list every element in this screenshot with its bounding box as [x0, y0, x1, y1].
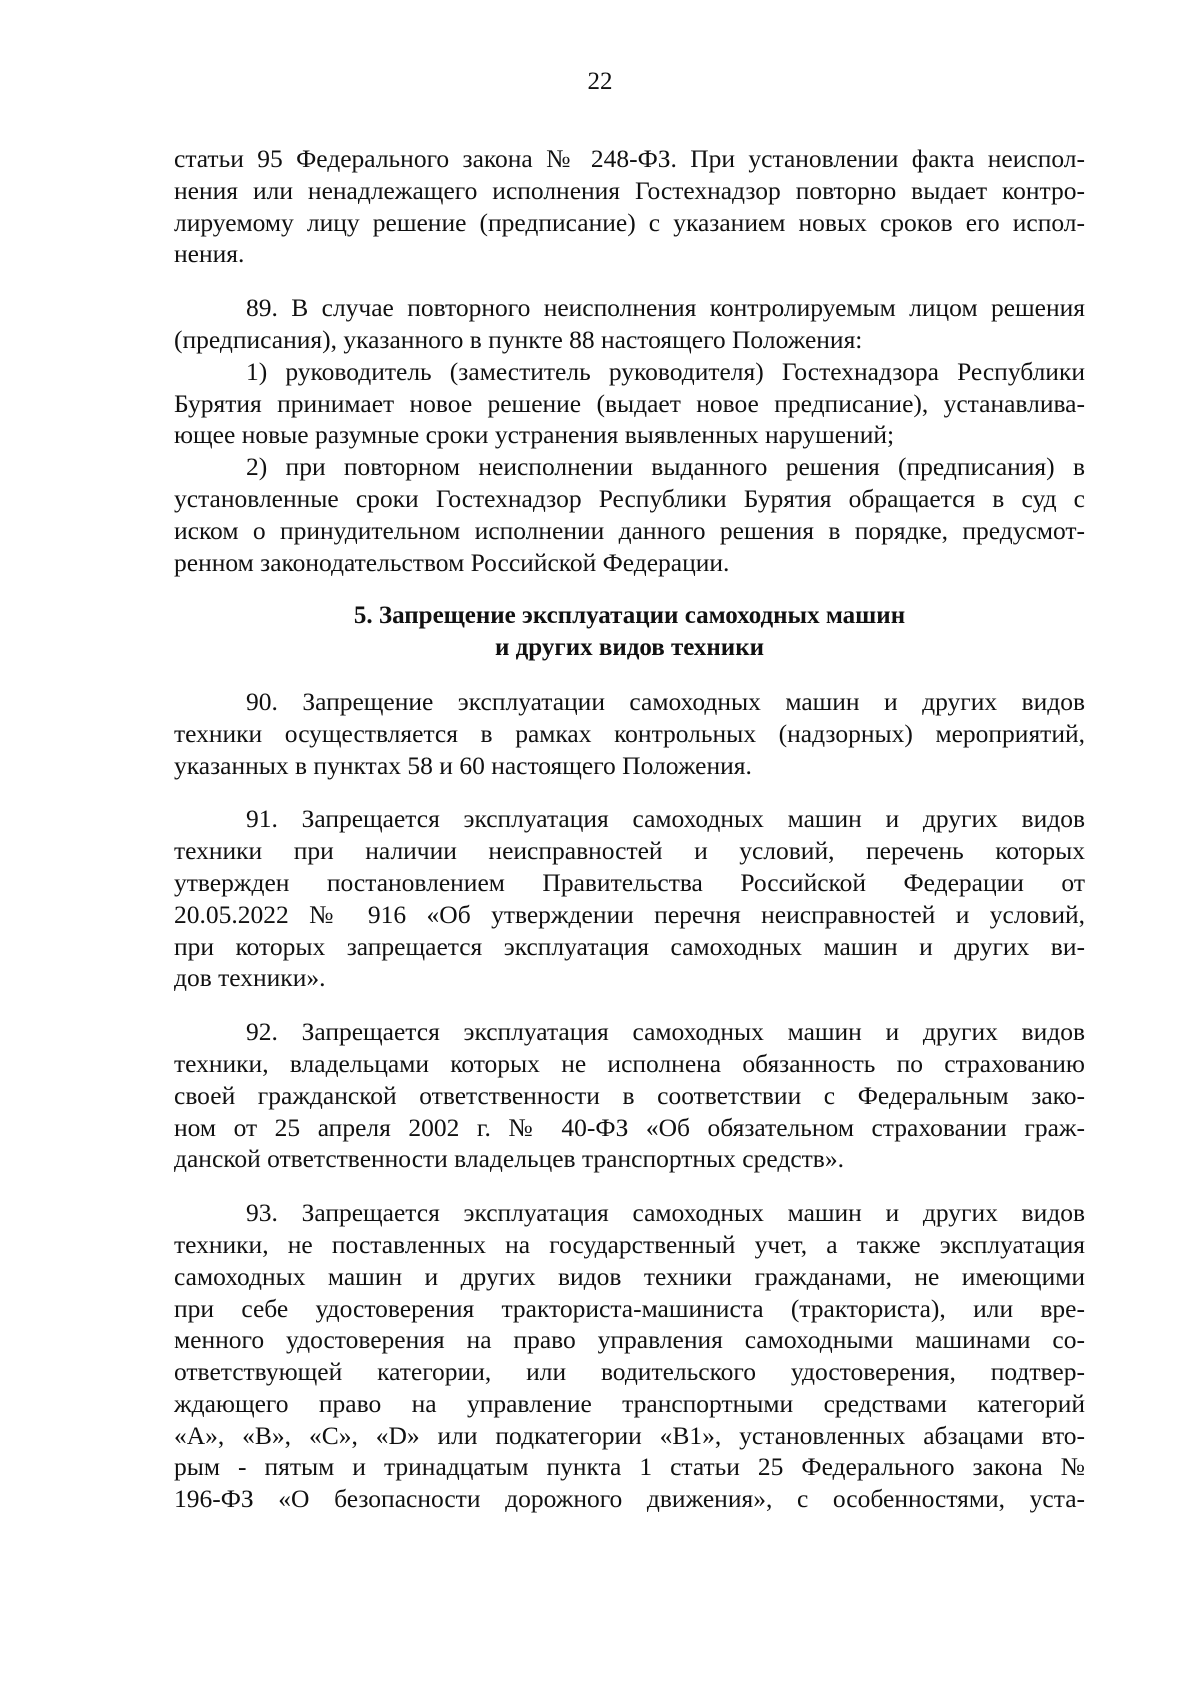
- paragraph-91: [174, 803, 1085, 994]
- text-line: данской ответственности владельцев транспортных средств».: [174, 1144, 844, 1174]
- text-line: ющее новые разумные сроки устранения выявленных нарушений;: [174, 420, 895, 450]
- text-line: при себе удостоверения тракториста-машиниста (тракториста), или вре-: [174, 1293, 1085, 1323]
- heading-line: и других видов техники: [494, 634, 765, 662]
- text-line: ном от 25 апреля 2002 г. № 40-ФЗ «Об обязательном страховании граж-: [174, 1112, 1085, 1142]
- text-line: менного удостоверения на право управления самоходными машинами со-: [174, 1325, 1085, 1355]
- subitem-1: [174, 356, 1085, 451]
- text-line: утвержден постановлением Правительства Российской Федерации от: [174, 867, 1085, 897]
- page-number: 22: [587, 68, 613, 95]
- section-heading: [174, 600, 1085, 664]
- text-line: 89. В случае повторного неисполнения контролируемым лицом решения: [246, 293, 1085, 323]
- text-line: при которых запрещается эксплуатация самоходных машин и других ви-: [174, 931, 1085, 961]
- text-line: своей гражданской ответственности в соответствии с Федеральным зако-: [174, 1080, 1085, 1110]
- paragraph-92: [174, 1016, 1085, 1175]
- text-line: техники осуществляется в рамках контрольных (надзорных) мероприятий,: [174, 718, 1085, 748]
- text-line: указанных в пунктах 58 и 60 настоящего Положения.: [174, 750, 752, 780]
- text-line: техники при наличии неисправностей и условий, перечень которых: [174, 836, 1085, 866]
- text-line: 2) при повторном неисполнении выданного решения (предписания) в: [246, 452, 1085, 482]
- text-line: дов техники».: [174, 963, 326, 993]
- paragraph-93: [174, 1197, 1085, 1515]
- text-line: 196-ФЗ «О безопасности дорожного движения», с особенностями, уста-: [174, 1484, 1085, 1514]
- text-line: 92. Запрещается эксплуатация самоходных машин и других видов: [246, 1017, 1085, 1047]
- text-line: техники, не поставленных на государственный учет, а также эксплуатация: [174, 1229, 1085, 1259]
- text-line: статьи 95 Федерального закона № 248-ФЗ. При установлении факта неиспол-: [174, 144, 1085, 173]
- text-line: самоходных машин и других видов техники гражданами, не имеющими: [174, 1261, 1085, 1291]
- text-line: рым - пятым и тринадцатым пункта 1 статьи 25 Федерального закона №: [174, 1452, 1085, 1482]
- text-line: установленные сроки Гостехнадзор Республики Бурятия обращается в суд с: [174, 483, 1085, 513]
- text-line: 1) руководитель (заместитель руководителя) Гостехнадзора Республики: [246, 356, 1085, 386]
- text-line: нения.: [174, 239, 245, 269]
- text-line: Бурятия принимает новое решение (выдает новое предписание), устанавлива-: [174, 388, 1085, 418]
- text-line: (предписания), указанного в пункте 88 настоящего Положения:: [174, 324, 863, 354]
- document-body: [174, 143, 1085, 1515]
- text-line: «А», «В», «С», «D» или подкатегории «В1», установленных абзацами вто-: [174, 1420, 1085, 1450]
- text-line: техники, владельцами которых не исполнена обязанность по страхованию: [174, 1048, 1085, 1078]
- text-line: ответствующей категории, или водительского удостоверения, подтвер-: [174, 1357, 1085, 1387]
- text-line: 93. Запрещается эксплуатация самоходных машин и других видов: [246, 1198, 1085, 1228]
- text-line: лируемому лицу решение (предписание) с указанием новых сроков его испол-: [174, 207, 1085, 237]
- text-line: 90. Запрещение эксплуатации самоходных машин и других видов: [246, 686, 1085, 716]
- paragraph-89: [174, 292, 1085, 356]
- text-line: иском о принудительном исполнении данного решения в порядке, предусмот-: [174, 515, 1085, 545]
- text-line: 20.05.2022 № 916 «Об утверждении перечня неисправностей и условий,: [174, 899, 1085, 929]
- text-line: ждающего право на управление транспортными средствами категорий: [174, 1388, 1085, 1418]
- text-line: нения или ненадлежащего исполнения Гостехнадзор повторно выдает контро-: [174, 175, 1085, 205]
- text-line: ренном законодательством Российской Федерации.: [174, 547, 730, 577]
- heading-line: 5. Запрещение эксплуатации самоходных машин: [353, 602, 906, 630]
- text-line: 91. Запрещается эксплуатация самоходных машин и других видов: [246, 804, 1085, 834]
- subitem-2: [174, 451, 1085, 578]
- paragraph-continuation: [174, 143, 1085, 270]
- paragraph-90: [174, 686, 1085, 781]
